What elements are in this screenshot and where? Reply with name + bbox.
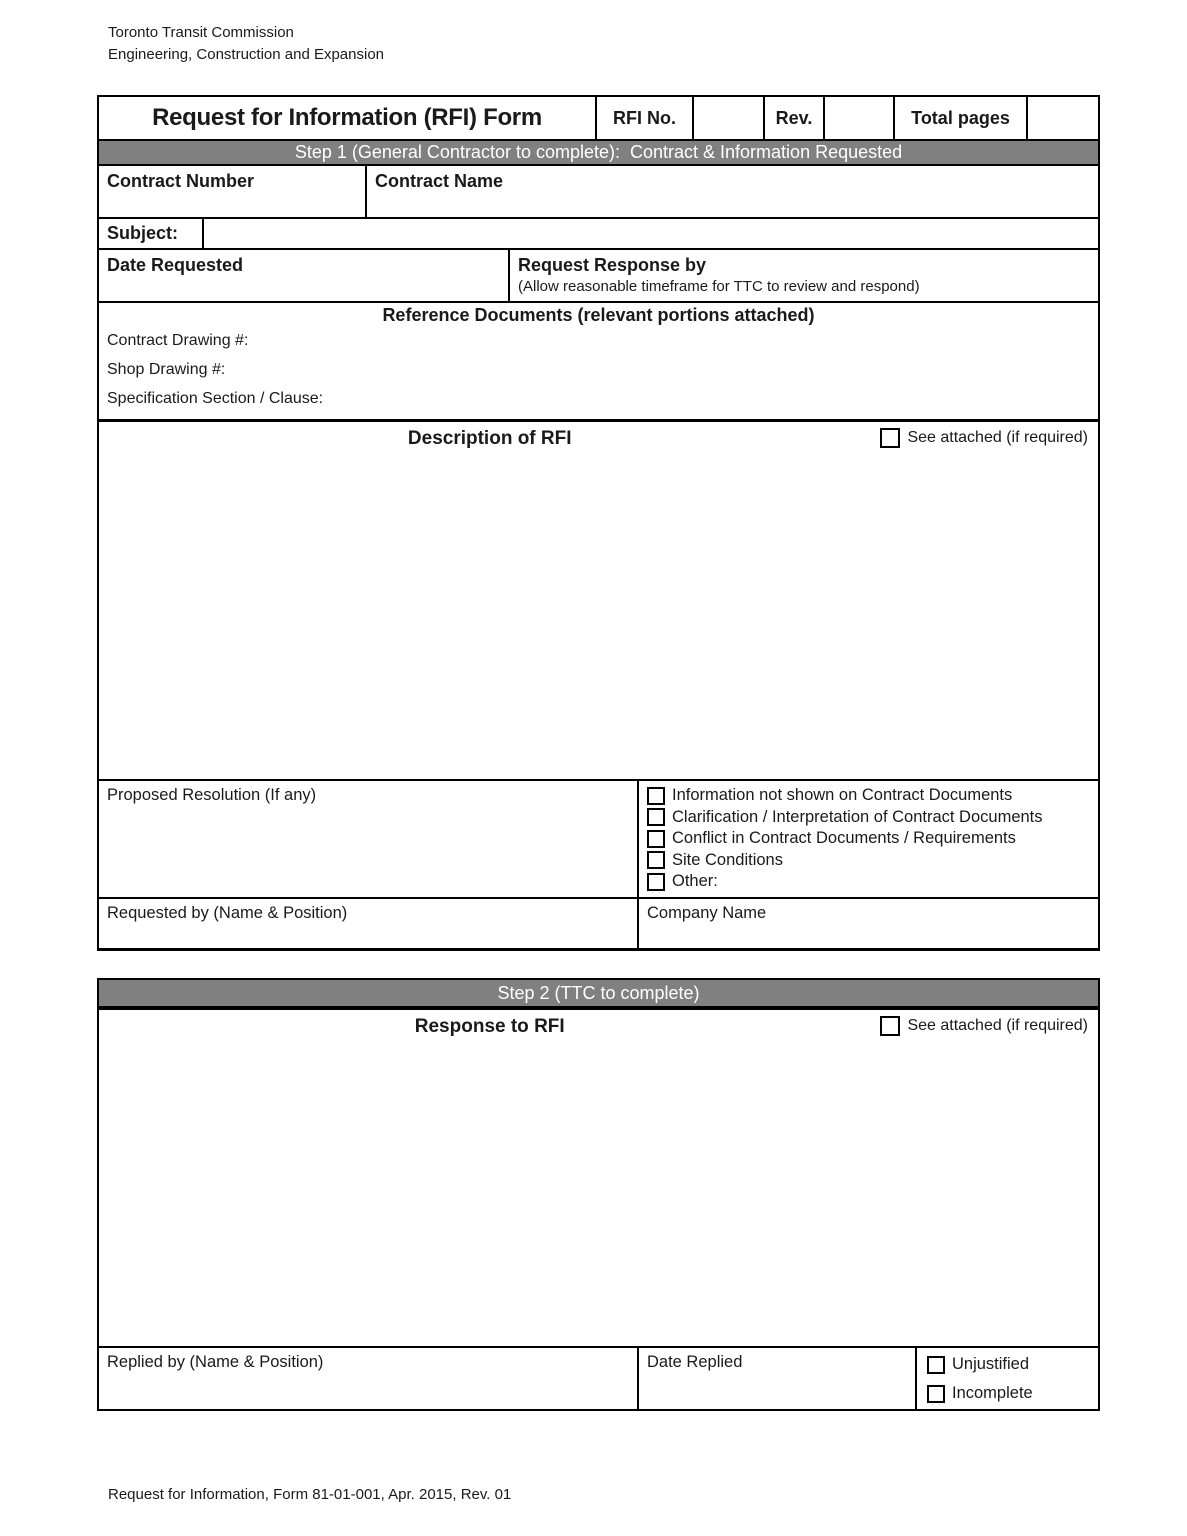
rev-label: Rev. [765, 97, 825, 139]
see-attached-label-step1: See attached (if required) [907, 429, 1088, 446]
replied-by-label: Replied by (Name & Position) [107, 1353, 324, 1371]
response-flag-label: Unjustified [952, 1355, 1030, 1373]
subject-label-cell [99, 219, 204, 248]
org-header [108, 22, 384, 66]
form-title: Request for Information (RFI) Form [99, 97, 597, 139]
date-requested-field[interactable] [99, 250, 510, 301]
reference-documents-section [99, 301, 1098, 419]
org-name: Toronto Transit Commission [108, 24, 294, 41]
step1-header-bar: Step 1 (General Contractor to complete): Contract & Information Requested [99, 139, 1098, 166]
proposed-resolution-label: Proposed Resolution (If any) [107, 786, 317, 804]
total-pages-input-cell[interactable] [1028, 97, 1098, 139]
requested-by-field[interactable] [99, 899, 639, 948]
rfi-type-option [647, 829, 1094, 848]
contract-name-field[interactable] [367, 166, 1098, 217]
other-checkbox[interactable] [647, 873, 665, 891]
rfi-no-label: RFI No. [597, 97, 694, 139]
rfi-type-option [647, 808, 1094, 827]
response-flags-cell [917, 1348, 1098, 1409]
response-flag-label: Incomplete [952, 1384, 1033, 1402]
contract-number-label: Contract Number [107, 171, 255, 191]
requested-by-label: Requested by (Name & Position) [107, 904, 348, 922]
unjustified-checkbox[interactable] [927, 1356, 945, 1374]
company-name-label: Company Name [647, 904, 767, 922]
rfi-form-step2 [97, 978, 1100, 1411]
clarification-checkbox[interactable] [647, 808, 665, 826]
total-pages-label: Total pages [895, 97, 1028, 139]
see-attached-option-step2 [880, 1016, 1098, 1036]
step2-header-bar: Step 2 (TTC to complete) [99, 980, 1098, 1008]
date-replied-label: Date Replied [647, 1353, 743, 1371]
subject-label: Subject: [107, 223, 179, 243]
subject-row [99, 217, 1098, 248]
contract-number-field[interactable] [99, 166, 367, 217]
description-header-row [99, 422, 1098, 450]
see-attached-checkbox-step2[interactable] [880, 1016, 900, 1036]
response-to-rfi-header: Response to RFI [414, 1016, 565, 1037]
rfi-no-input-cell[interactable] [694, 97, 765, 139]
rfi-form-step1 [97, 95, 1100, 951]
see-attached-option-step1 [880, 428, 1098, 448]
rfi-type-label: Conflict in Contract Documents / Requirements [672, 829, 1016, 847]
response-header-row [99, 1010, 1098, 1038]
response-to-rfi-section[interactable] [99, 1008, 1098, 1346]
site-conditions-checkbox[interactable] [647, 851, 665, 869]
proposed-resolution-row [99, 779, 1098, 897]
request-response-note: (Allow reasonable timeframe for TTC to review and respond) [518, 278, 920, 295]
conflict-checkbox[interactable] [647, 830, 665, 848]
form-footer-reference: Request for Information, Form 81-01-001, Apr. 2015, Rev. 01 [108, 1486, 512, 1503]
contract-row [99, 166, 1098, 217]
org-department: Engineering, Construction and Expansion [108, 46, 385, 63]
date-replied-field[interactable] [639, 1348, 917, 1409]
rfi-type-label: Site Conditions [672, 850, 783, 869]
subject-input-cell[interactable] [204, 219, 1098, 248]
date-requested-label: Date Requested [107, 255, 244, 275]
description-of-rfi-section[interactable] [99, 419, 1098, 779]
replied-by-row [99, 1346, 1098, 1409]
response-flag-option [927, 1355, 1094, 1374]
see-attached-label-step2: See attached (if required) [907, 1017, 1088, 1034]
replied-by-field[interactable] [99, 1348, 639, 1409]
see-attached-checkbox-step1[interactable] [880, 428, 900, 448]
request-response-by-label: Request Response by [518, 255, 707, 275]
requested-by-row [99, 897, 1098, 948]
reference-documents-header: Reference Documents (relevant portions attached) [382, 305, 815, 325]
response-flag-option [927, 1384, 1094, 1403]
rfi-type-option [647, 872, 1094, 891]
rfi-type-label: Information not shown on Contract Documents [672, 786, 1013, 804]
date-row [99, 248, 1098, 301]
rev-input-cell[interactable] [825, 97, 895, 139]
proposed-resolution-field[interactable] [99, 781, 639, 897]
request-response-by-field[interactable] [510, 250, 1098, 301]
incomplete-checkbox[interactable] [927, 1385, 945, 1403]
contract-name-label: Contract Name [375, 171, 504, 191]
rfi-type-label: Other: [672, 872, 718, 890]
rfi-type-option [647, 786, 1094, 805]
description-of-rfi-header: Description of RFI [407, 428, 572, 449]
info-not-shown-checkbox[interactable] [647, 787, 665, 805]
rfi-type-checklist [639, 781, 1098, 897]
shop-drawing-field[interactable]: Shop Drawing #: [107, 361, 226, 378]
company-name-field[interactable] [639, 899, 1098, 948]
specification-section-field[interactable]: Specification Section / Clause: [107, 390, 324, 407]
contract-drawing-field[interactable]: Contract Drawing #: [107, 332, 249, 349]
form-title-row [99, 97, 1098, 139]
rfi-type-option [647, 851, 1094, 870]
rfi-type-label: Clarification / Interpretation of Contract Documents [672, 807, 1043, 826]
